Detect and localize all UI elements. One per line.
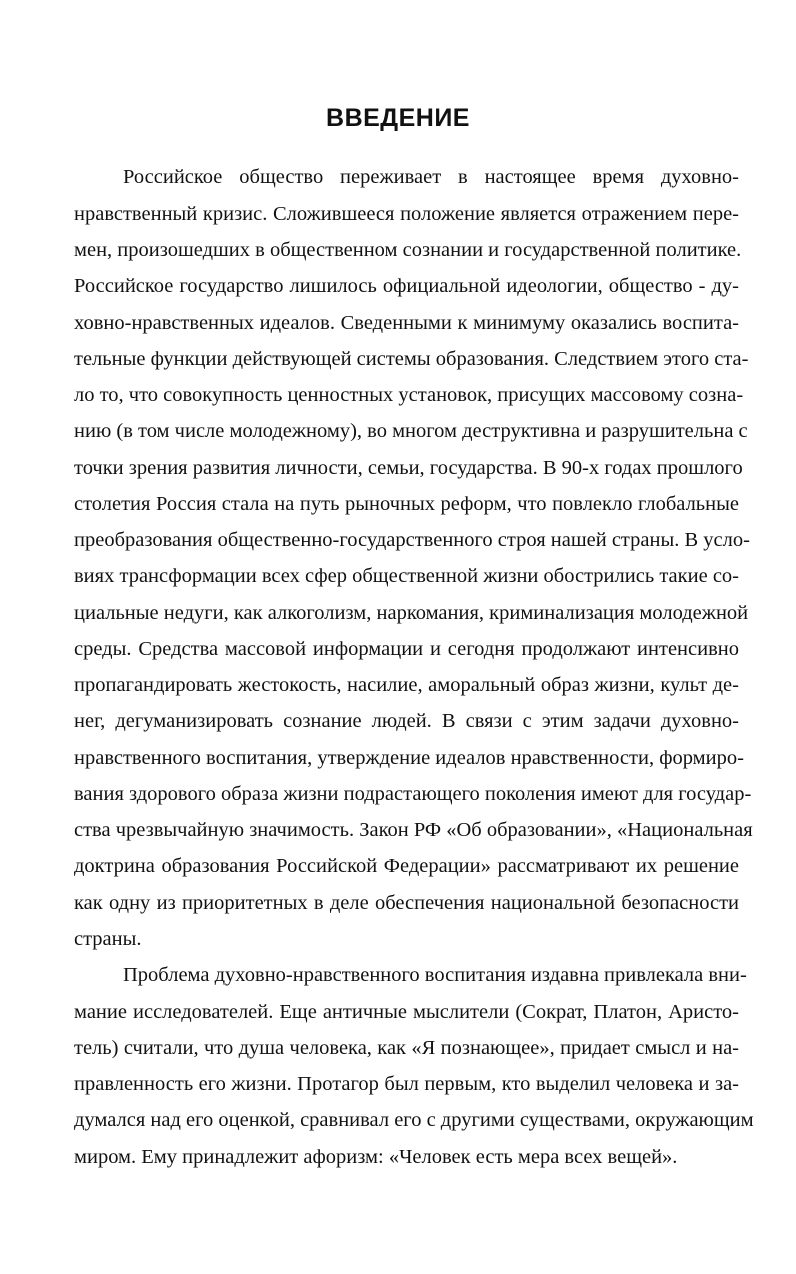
text-line: точки зрения развития личности, семьи, государства. В 90-х годах прошлого xyxy=(74,457,743,479)
text-line: вания здорового образа жизни подрастающего поколения имеют для государ- xyxy=(74,783,752,805)
text-line: правленность его жизни. Протагор был первым, кто выделил человека и за- xyxy=(74,1073,739,1095)
text-line: Российское государство лишилось официальной идеологии, общество - ду- xyxy=(74,275,739,297)
text-line: думался над его оценкой, сравнивал его с другими существами, окружающим xyxy=(74,1109,754,1131)
text-line: Российское общество переживает в настоящее время духовно- xyxy=(123,166,739,188)
text-line: среды. Средства массовой информации и сегодня продолжают интенсивно xyxy=(74,638,739,660)
page-title: ВВЕДЕНИЕ xyxy=(326,104,470,132)
text-line: нравственный кризис. Сложившееся положение является отражением пере- xyxy=(74,203,739,225)
text-line: доктрина образования Российской Федерации» рассматривают их решение xyxy=(74,855,739,877)
text-line: виях трансформации всех сфер общественной жизни обострились такие со- xyxy=(74,565,739,587)
text-line: преобразования общественно-государственного строя нашей страны. В усло- xyxy=(74,529,750,551)
text-line: мание исследователей. Еще античные мыслители (Сократ, Платон, Аристо- xyxy=(74,1001,739,1023)
text-line: ства чрезвычайную значимость. Закон РФ «Об образовании», «Национальная xyxy=(74,819,753,841)
text-line: как одну из приоритетных в деле обеспечения национальной безопасности xyxy=(74,892,739,914)
text-line: ло то, что совокупность ценностных установок, присущих массовому созна- xyxy=(74,384,744,406)
text-line: нию (в том числе молодежному), во многом деструктивна и разрушительна с xyxy=(74,420,748,442)
text-line: мен, произошедших в общественном сознании и государственной политике. xyxy=(74,239,742,261)
text-line: миром. Ему принадлежит афоризм: «Человек есть мера всех вещей». xyxy=(74,1146,678,1168)
text-line: страны. xyxy=(74,928,142,950)
text-line: столетия Россия стала на путь рыночных реформ, что повлекло глобальные xyxy=(74,493,739,515)
text-line: нег, дегуманизировать сознание людей. В связи с этим задачи духовно- xyxy=(74,710,739,732)
text-line: тель) считали, что душа человека, как «Я познающее», придает смысл и на- xyxy=(74,1037,739,1059)
text-line: Проблема духовно-нравственного воспитания издавна привлекала вни- xyxy=(123,964,747,986)
text-line: циальные недуги, как алкоголизм, наркомания, криминализация молодежной xyxy=(74,602,749,624)
text-line: тельные функции действующей системы образования. Следствием этого ста- xyxy=(74,348,749,370)
text-line: ховно-нравственных идеалов. Сведенными к минимуму оказались воспита- xyxy=(74,312,739,334)
text-line: нравственного воспитания, утверждение идеалов нравственности, формиро- xyxy=(74,747,744,769)
text-line: пропагандировать жестокость, насилие, аморальный образ жизни, культ де- xyxy=(74,674,739,696)
